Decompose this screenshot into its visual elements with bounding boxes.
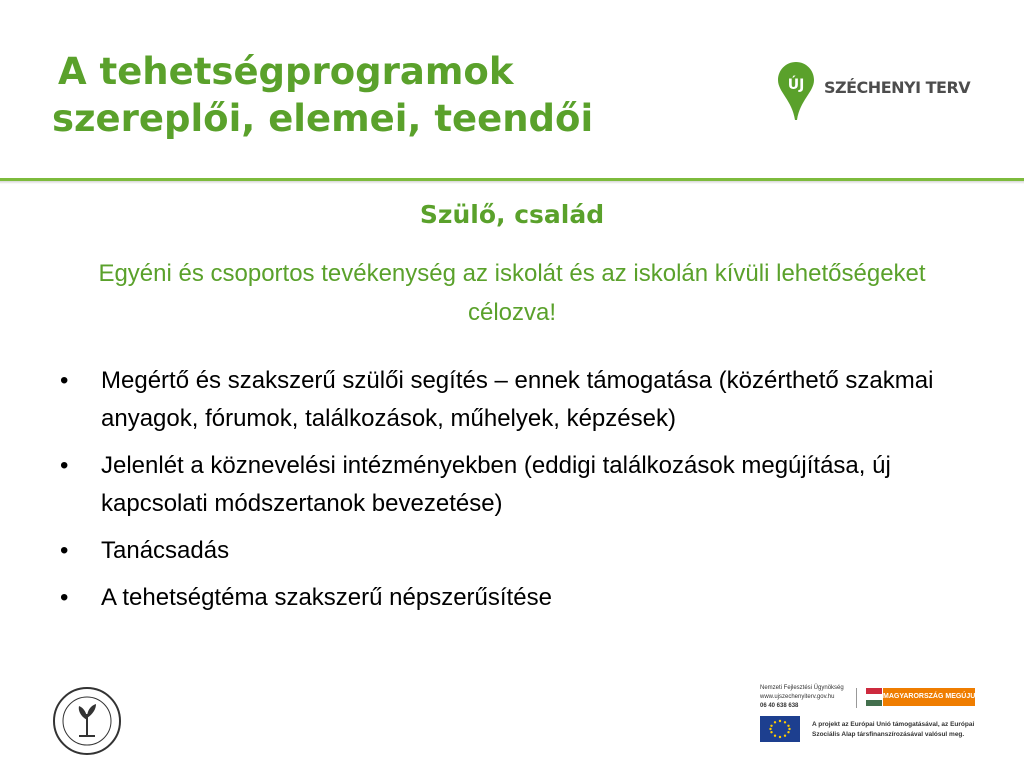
bullet-dot: • [60, 452, 69, 479]
agency-phone: 06 40 638 638 [760, 703, 799, 709]
intro-text: Egyéni és csoportos tevékenység az iskolát és az iskolán kívüli lehetőségeket célozva! [98, 260, 926, 326]
slide-title-line-2: szereplői, elemei, teendői [52, 97, 594, 140]
bullet-dot: • [60, 367, 69, 394]
bullet-item [58, 532, 948, 570]
agency-info [760, 684, 856, 711]
bullet-dot: • [60, 584, 69, 611]
eu-funding-note: A projekt az Európai Unió támogatásával, az Európai Szociális Alap társfinanszírozásával valósul meg. [812, 721, 975, 738]
bullet-text: Megértő és szakszerű szülői segítés – ennek támogatása (közérthető szakmai anyagok, fórumok, találkozások, műhelyek, képzések) [101, 367, 934, 432]
header-divider-shadow [0, 181, 1024, 184]
agency-web: www.ujszechenyiterv.gov.hu [760, 694, 835, 700]
bullet-item [58, 579, 948, 617]
bullet-text: Jelenlét a köznevelési intézményekben (eddigi találkozások megújítása, új kapcsolati módszertanok bevezetése) [101, 452, 891, 517]
slide-title-line-1: A tehetségprogramok [58, 50, 514, 93]
logo-pin-text: ÚJ [787, 77, 805, 93]
bullet-dot: • [60, 537, 69, 564]
footer-separator [856, 688, 857, 708]
map-pin-icon [778, 62, 814, 128]
slide-title [52, 48, 593, 142]
bullet-list [58, 362, 948, 626]
bullet-text: Tanácsadás [101, 537, 230, 564]
logo-brand-text: SZÉCHENYI TERV [824, 78, 971, 97]
section-subtitle: Szülő, család [419, 200, 605, 229]
association-seal-icon [52, 686, 122, 756]
bullet-text: A tehetségtéma szakszerű népszerűsítése [101, 584, 552, 611]
bullet-item [58, 362, 948, 438]
bullet-item [58, 447, 948, 523]
agency-name: Nemzeti Fejlesztési Ügynökség [760, 685, 844, 691]
hungarian-flag-icon [866, 688, 882, 706]
eu-flag-icon [760, 716, 800, 742]
szechenyi-terv-logo [778, 62, 988, 132]
magyarorszag-megujul-badge: MAGYARORSZÁG MEGÚJUL [883, 688, 975, 706]
